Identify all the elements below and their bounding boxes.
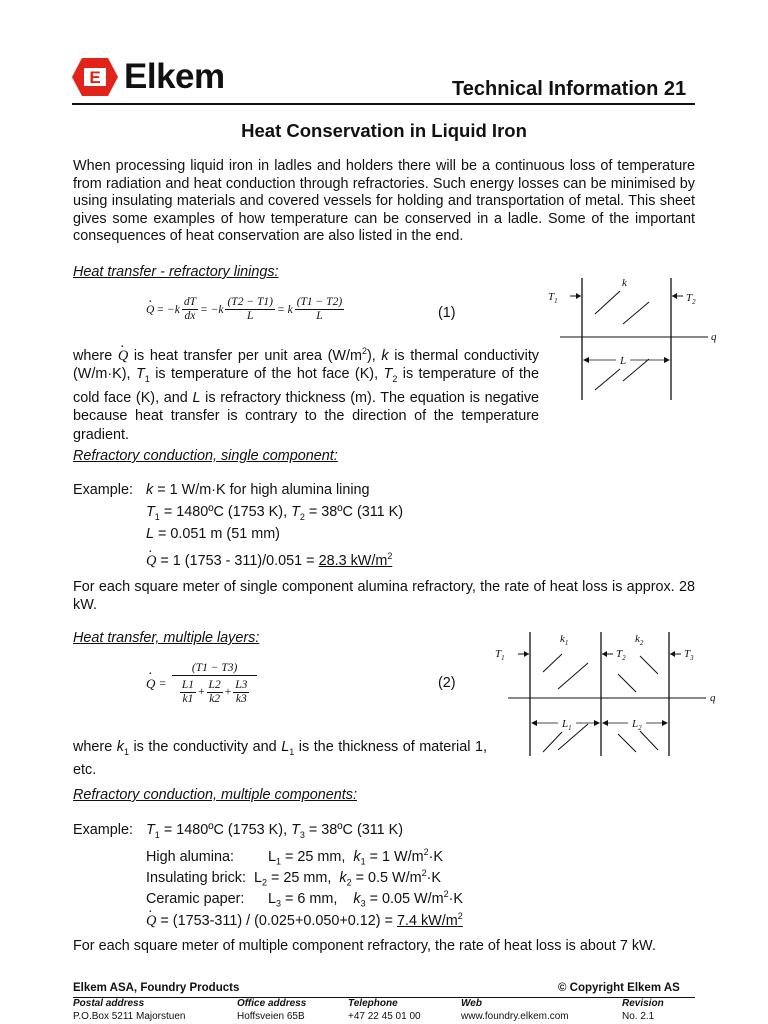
figure-multi-layer xyxy=(488,626,728,758)
fig2-T3-label: $T_3$ xyxy=(684,648,694,662)
fig2-L1-label: $L_1$ xyxy=(562,718,572,732)
example2-label: Example: xyxy=(73,822,133,838)
page-title: Heat Conservation in Liquid Iron xyxy=(241,120,527,141)
result1-paragraph: For each square meter of single component alumina refractory, the rate of heat loss is approx. 28 kW. xyxy=(73,579,695,613)
example2-line4: Ceramic paper: $L_3 = 6$ mm, $k_3 = 0.05$ $W/m^2\cdot K$ xyxy=(146,889,464,909)
section-heading-multiple-layers: Heat transfer, multiple layers: xyxy=(73,630,260,646)
eq1-minus-k: = −k xyxy=(156,303,180,316)
example1-line1: k = 1 W/m·K for high alumina lining xyxy=(146,482,370,498)
fig2-q-label: q xyxy=(710,692,716,704)
header-rule xyxy=(72,103,695,105)
footer-label-web: Web xyxy=(461,998,482,1009)
fig2-k1-label: $k_1$ xyxy=(560,633,569,647)
fig1-T1-label: $T_1$ xyxy=(548,291,558,305)
example1-line2: $T_1$ = 1480ºC (1753 K), $T_2$ = 38ºC (311 K) xyxy=(146,504,404,522)
equation-2-number: (2) xyxy=(438,675,456,691)
footer-copyright: © Copyright Elkem AS xyxy=(558,982,680,994)
footer-value-telephone: +47 22 45 01 00 xyxy=(348,1011,421,1022)
fig2-T2-label: $T_2$ xyxy=(616,648,626,662)
footer-value-revision: No. 2.1 xyxy=(622,1011,655,1022)
footer-company: Elkem ASA, Foundry Products xyxy=(73,982,240,994)
intro-paragraph: When processing liquid iron in ladles and holders there will be a continuous loss of temperature from radiation and heat conduction through refractories. Such energy losses can be minimised by using insulating materials and covered vessels for holding and transportation of metal. This sheet gives some examples of how temperature can be conserved in a ladle. Some of the important consequences of heat conservation are also listed in the end. xyxy=(73,158,695,245)
fig2-L2-label: $L_2$ xyxy=(632,718,642,732)
example2-line5: · Q = (1753-311) / (0.025+0.050+0.12) = 7.4 $kW/m^2$ xyxy=(146,908,463,930)
brand-name: Elkem xyxy=(124,57,225,96)
fig1-q-label: q xyxy=(711,331,717,343)
fig2-k2-label: $k_2$ xyxy=(635,633,644,647)
equation-1 xyxy=(146,296,346,323)
example1-line4: · Q = 1 (1753 - 311)/0.051 = 28.3 $kW/m^2$ xyxy=(146,548,392,570)
where-paragraph-1: where · Q is heat transfer per unit area $(W/m^2)$, k is thermal conductivity (W/m·K), $T_1$ is temperature of the hot face (K), $T_2$ is temperature of the cold face (K), and L is refractory thickness (m). The equation is negative because heat transfer is contrary to the direction of the temperature gradient. xyxy=(73,342,539,444)
fig1-k-label: k xyxy=(622,277,627,289)
eq2-main-frac: (T1 − T3) $\frac{L1}{k1}$ + $\frac{L2}{k2}$ + $\frac{L3}{k3}$ xyxy=(172,662,257,706)
footer-value-postal: P.O.Box 5211 Majorstuen xyxy=(73,1011,186,1022)
logo-letter: E xyxy=(89,68,101,87)
equation-1-number: (1) xyxy=(438,305,456,321)
footer-label-postal: Postal address xyxy=(73,998,145,1009)
example2-line1: $T_1$ = 1480ºC (1753 K), $T_3$ = 38ºC (311 K) xyxy=(146,822,404,840)
section-heading-multiple-components: Refractory conduction, multiple components: xyxy=(73,787,357,803)
fig1-T2-label: $T_2$ xyxy=(686,292,696,306)
section-heading-linings: Heat transfer - refractory linings: xyxy=(73,264,279,280)
footer-value-office: Hoffsveien 65B xyxy=(237,1011,305,1022)
fig2-T1-label: $T_1$ xyxy=(495,648,505,662)
eq1-frac-1: $\frac{(T2 - T1)}{L}$ xyxy=(227,296,273,322)
eq1-eq-k: = k xyxy=(276,303,293,316)
doc-label: Technical Information 21 xyxy=(452,78,687,100)
result2-paragraph: For each square meter of multiple component refractory, the rate of heat loss is about 7 kW. xyxy=(73,938,656,954)
footer-label-revision: Revision xyxy=(622,998,664,1009)
where-paragraph-2: where $k_1$ is the conductivity and $L_1$ is the thickness of material 1, etc. xyxy=(73,739,487,778)
footer-label-telephone: Telephone xyxy=(348,998,398,1009)
fig1-L-label: L xyxy=(619,355,627,367)
example2-line3: Insulating brick: $L_2 = 25$ mm, $k_2 = 0.5$ $W/m^2\cdot K$ xyxy=(146,868,442,888)
footer-link-web[interactable]: www.foundry.elkem.com xyxy=(461,1011,569,1022)
footer-label-office: Office address xyxy=(237,998,307,1009)
eq1-lhs: · Q xyxy=(146,304,154,316)
eq1-frac-dT-dx: $\frac{dT}{dx}$ xyxy=(183,296,196,322)
figure-single-wall xyxy=(540,272,730,402)
eq1-frac-2: $\frac{(T1 - T2)}{L}$ xyxy=(296,296,343,322)
equation-2: · Q = (T1 − T3) $\frac{L1}{k1}$ + $\frac{L2}{k2}$ + $\frac{L3}{k3}$ xyxy=(146,662,259,706)
eq1-eq-minus-k: = −k xyxy=(199,303,224,316)
section-heading-single: Refractory conduction, single component: xyxy=(73,448,338,464)
example1-label: Example: xyxy=(73,482,133,498)
example1-line3: L = 0.051 m (51 mm) xyxy=(146,526,280,542)
example2-line2: High alumina: $L_1 = 25$ mm, $k_1 = 1$ $W/m^2\cdot K$ xyxy=(146,847,444,867)
